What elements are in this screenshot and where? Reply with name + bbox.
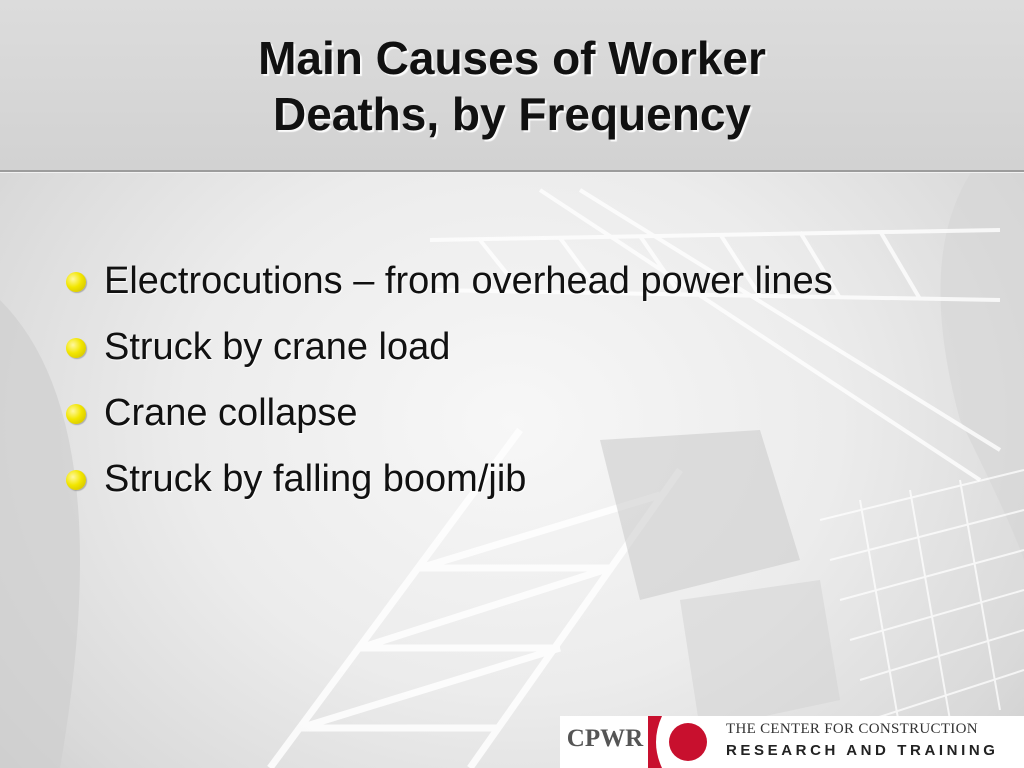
bullet-text: Struck by crane load <box>104 326 451 368</box>
bullet-text: Crane collapse <box>104 392 358 434</box>
logo-circle-icon <box>648 716 716 768</box>
bullet-list <box>62 248 833 512</box>
logo-line-2: RESEARCH AND TRAINING <box>726 742 999 759</box>
bullet-item <box>62 314 833 380</box>
logo-line-1: THE CENTER FOR CONSTRUCTION <box>726 721 978 737</box>
title-line-2: Deaths, by Frequency <box>272 88 752 140</box>
bullet-text: Electrocutions – from overhead power lines <box>104 260 833 302</box>
bullet-text: Struck by falling boom/jib <box>104 458 527 500</box>
bullet-item <box>62 380 833 446</box>
bullet-dot-icon <box>66 338 86 358</box>
bullet-item <box>62 248 833 314</box>
bullet-dot-icon <box>66 272 86 292</box>
logo-abbrev: CPWR <box>566 725 644 752</box>
bullet-item <box>62 446 833 512</box>
title-line-1: Main Causes of Worker <box>258 32 766 84</box>
slide-title <box>0 30 1024 142</box>
bullet-dot-icon <box>66 404 86 424</box>
bullet-dot-icon <box>66 470 86 490</box>
cpwr-logo <box>560 716 1024 768</box>
